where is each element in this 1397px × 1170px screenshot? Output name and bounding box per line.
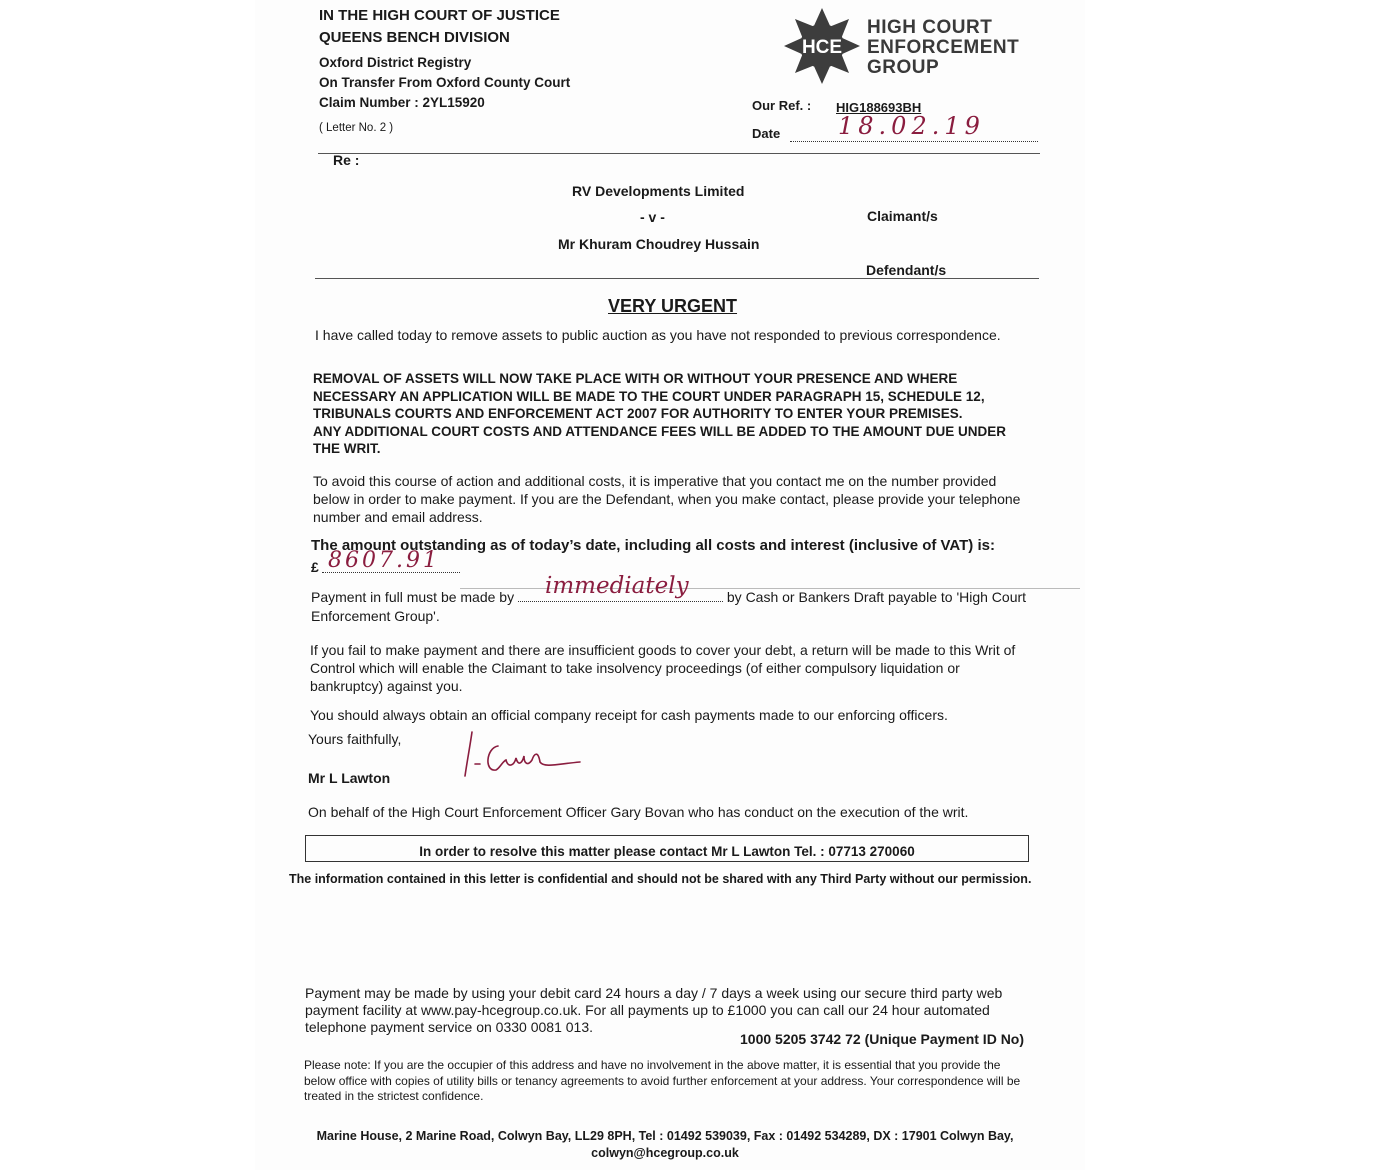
court-name: IN THE HIGH COURT OF JUSTICE — [319, 7, 560, 24]
header-divider — [318, 153, 1040, 154]
warning-costs: ANY ADDITIONAL COURT COSTS AND ATTENDANCE FEES WILL BE ADDED TO THE AMOUNT DUE UNDER THE WRIT. — [313, 423, 1007, 456]
warning-paragraph — [313, 370, 1033, 458]
our-ref-value: HIG188693BH — [836, 100, 922, 115]
logo-mark-text: HCE — [801, 37, 843, 58]
letter-number: ( Letter No. 2 ) — [319, 122, 394, 134]
claimant-label: Claimant/s — [867, 208, 938, 224]
currency-symbol: £ — [311, 559, 319, 575]
amount-label: The amount outstanding as of today’s date, including all costs and interest (inclusive of VAT) is: — [311, 537, 995, 554]
company-name — [867, 18, 1019, 78]
court-division: QUEENS BENCH DIVISION — [319, 29, 510, 46]
footer-email: colwyn@hcegroup.co.uk — [591, 1146, 739, 1160]
unique-payment-id: 1000 5205 3742 72 (Unique Payment ID No) — [740, 1031, 1025, 1047]
closing: Yours faithfully, — [308, 731, 402, 747]
court-transfer: On Transfer From Oxford County Court — [319, 75, 571, 90]
signatory-name: Mr L Lawton — [308, 770, 391, 786]
footer-address — [300, 1128, 1030, 1162]
contact-box: In order to resolve this matter please contact Mr L Lawton Tel. : 07713 270060 — [305, 835, 1029, 862]
defendant-name: Mr Khuram Choudrey Hussain — [558, 236, 760, 252]
date-handwritten: 18.02.19 — [838, 112, 985, 140]
footer-address-line: Marine House, 2 Marine Road, Colwyn Bay, LL29 8PH, Tel : 01492 539039, Fax : 01492 534289, DX : 17901 Colwyn Bay, — [316, 1129, 1014, 1143]
warning-removal: REMOVAL OF ASSETS WILL NOW TAKE PLACE WITH OR WITHOUT YOUR PRESENCE AND WHERE NECESSARY AN APPLICATION WILL BE MADE TO THE COURT UNDER PARAGRAPH 15, SCHEDULE 12, TRIBUNALS COURTS AND ENFORCEMENT ACT 2007 FOR AUTHORITY TO ENTER YOUR PREMISES. — [313, 371, 985, 421]
occupier-note: Please note: If you are the occupier of this address and have no involvement in the above matter, it is essential that you provide the below office with copies of utility bills or tenancy agreements to avoid further enforcement at your address. Your correspondence will be treated in the strictest confidence. — [304, 1058, 1021, 1103]
company-name-line3: GROUP — [867, 57, 940, 78]
claimant-name: RV Developments Limited — [572, 183, 745, 199]
urgent-heading: VERY URGENT — [608, 296, 738, 316]
amount-handwritten: 8607.91 — [328, 548, 440, 573]
court-registry: Oxford District Registry — [319, 55, 472, 70]
intro-paragraph: I have called today to remove assets to public auction as you have not responded to previous correspondence. — [315, 327, 1001, 343]
behalf-paragraph: On behalf of the High Court Enforcement Officer Gary Bovan who has conduct on the execution of the writ. — [308, 804, 969, 820]
fail-paragraph: If you fail to make payment and there are insufficient goods to cover your debt, a return will be made to this Writ of Control which will enable the Claimant to take insolvency proceedings (of either compulsory liquidation or bankruptcy) against you. — [310, 642, 1016, 694]
signature — [458, 726, 588, 782]
payment-info-paragraph: Payment may be made by using your debit card 24 hours a day / 7 days a week using our secure third party web payment facility at www.pay-hcegroup.co.uk. For all payments up to £1000 you can call our 24 hour automated telephone payment service on 0330 0081 013. — [305, 985, 1003, 1035]
court-header — [319, 5, 619, 113]
confidential-notice: The information contained in this letter is confidential and should not be shared with any Third Party without our permission. — [289, 872, 1032, 886]
company-name-line2: ENFORCEMENT — [867, 37, 1020, 58]
versus: - v - — [640, 209, 665, 225]
avoid-paragraph: To avoid this course of action and additional costs, it is imperative that you contact me on the number provided below in order to make payment. If you are the Defendant, when you make contact, please provide your telephone number and email address. — [313, 473, 1021, 525]
receipt-paragraph: You should always obtain an official company receipt for cash payments made to our enforcing officers. — [310, 707, 948, 723]
defendant-label: Defendant/s — [866, 262, 947, 278]
claim-number: Claim Number : 2YL15920 — [319, 95, 485, 110]
company-name-line1: HIGH COURT — [867, 17, 993, 38]
our-ref-label: Our Ref. : — [752, 98, 812, 113]
hce-star-logo-icon — [784, 8, 860, 84]
date-label: Date — [752, 126, 781, 141]
parties-divider — [315, 278, 1039, 279]
re-label: Re : — [333, 152, 360, 168]
payment-deadline-handwritten: immediately — [545, 573, 689, 599]
payment-prefix: Payment in full must be made by — [311, 589, 515, 605]
payment-suffix: by Cash or Bankers Draft payable to 'High Court Enforcement Group'. — [311, 589, 1027, 624]
